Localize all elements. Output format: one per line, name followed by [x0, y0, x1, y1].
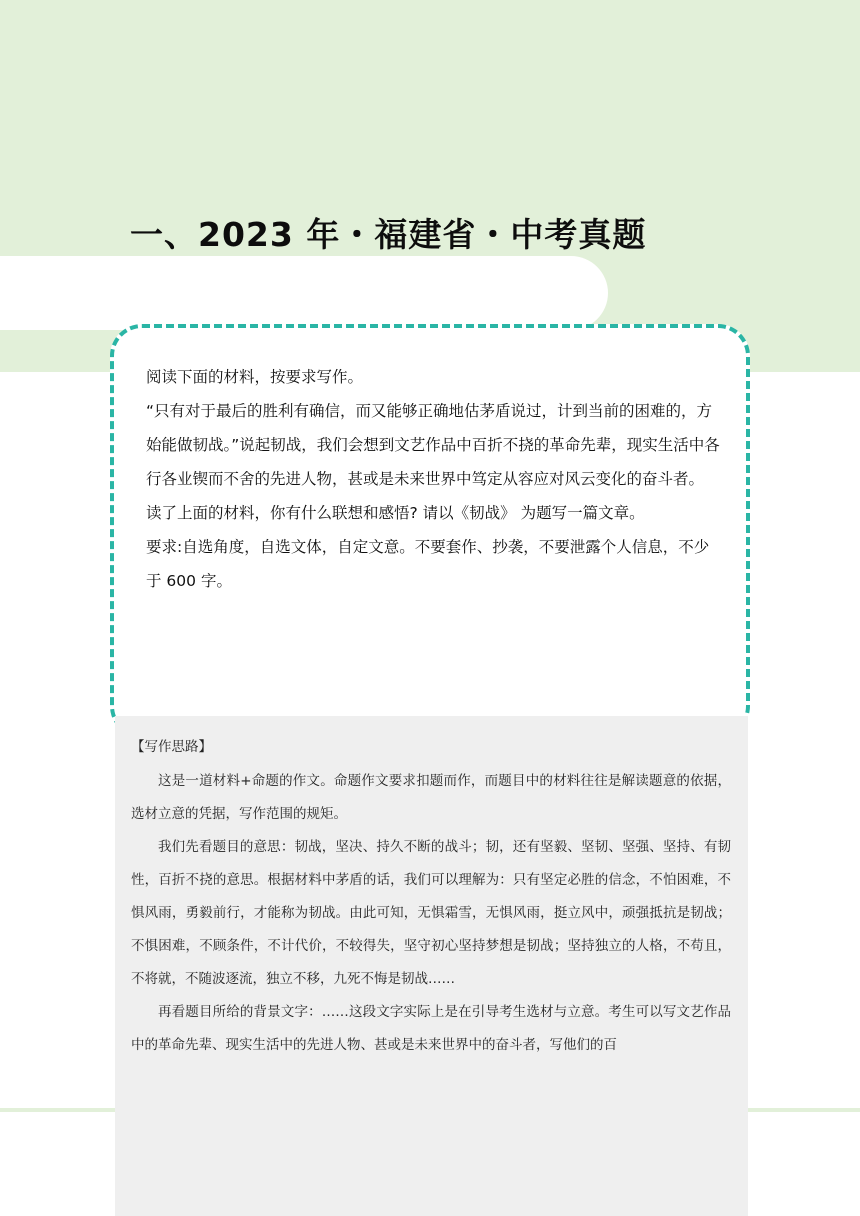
question-instruction: 阅读下面的材料，按要求写作。: [146, 368, 364, 386]
title-underlay-band: [0, 256, 608, 330]
question-prompt: [146, 360, 720, 598]
analysis-paragraph: 再看题目所给的背景文字：……这段文字实际上是在引导考生选材与立意。考生可以写文艺作品中的革命先辈、现实生活中的先进人物、甚或是未来世界中的奋斗者，写他们的百: [131, 1004, 731, 1053]
analysis-heading: 【写作思路】: [131, 739, 212, 755]
analysis-paragraph: 这是一道材料+命题的作文。命题作文要求扣题而作，而题目中的材料往往是解读题意的依据，选材立意的凭据，写作范围的规矩。: [131, 773, 731, 822]
question-material: “只有对于最后的胜利有确信，而又能够正确地估茅盾说过，计到当前的困难的，方始能做韧战。”说起韧战，我们会想到文艺作品中百折不挠的革命先辈，现实生活中各行各业锲而不舍的先进人物，甚或是未来世界中笃定从容应对风云变化的奋斗者。: [146, 402, 720, 488]
section-title: 一、2023 年・福建省・中考真题: [130, 215, 647, 254]
analysis-paragraph: 我们先看题目的意思：韧战，坚决、持久不断的战斗；韧，还有坚毅、坚韧、坚强、坚持、有韧性，百折不挠的意思。根据材料中茅盾的话，我们可以理解为：只有坚定必胜的信念，不怕困难，不惧风雨，勇毅前行，才能称为韧战。由此可知，无惧霜雪，无惧风雨，挺立风中，顽强抵抗是韧战；不惧困难，不顾条件，不计代价，不较得失，坚守初心坚持梦想是韧战；坚持独立的人格，不苟且，不将就，不随波逐流，独立不移，九死不悔是韧战……: [131, 839, 731, 987]
analysis-body: [131, 765, 731, 1062]
question-requirements: 要求:自选角度，自选文体，自定文意。不要套作、抄袭，不要泄露个人信息，不少于 600 字。: [146, 538, 710, 590]
question-task: 读了上面的材料，你有什么联想和感悟? 请以《韧战》 为题写一篇文章。: [146, 504, 645, 522]
